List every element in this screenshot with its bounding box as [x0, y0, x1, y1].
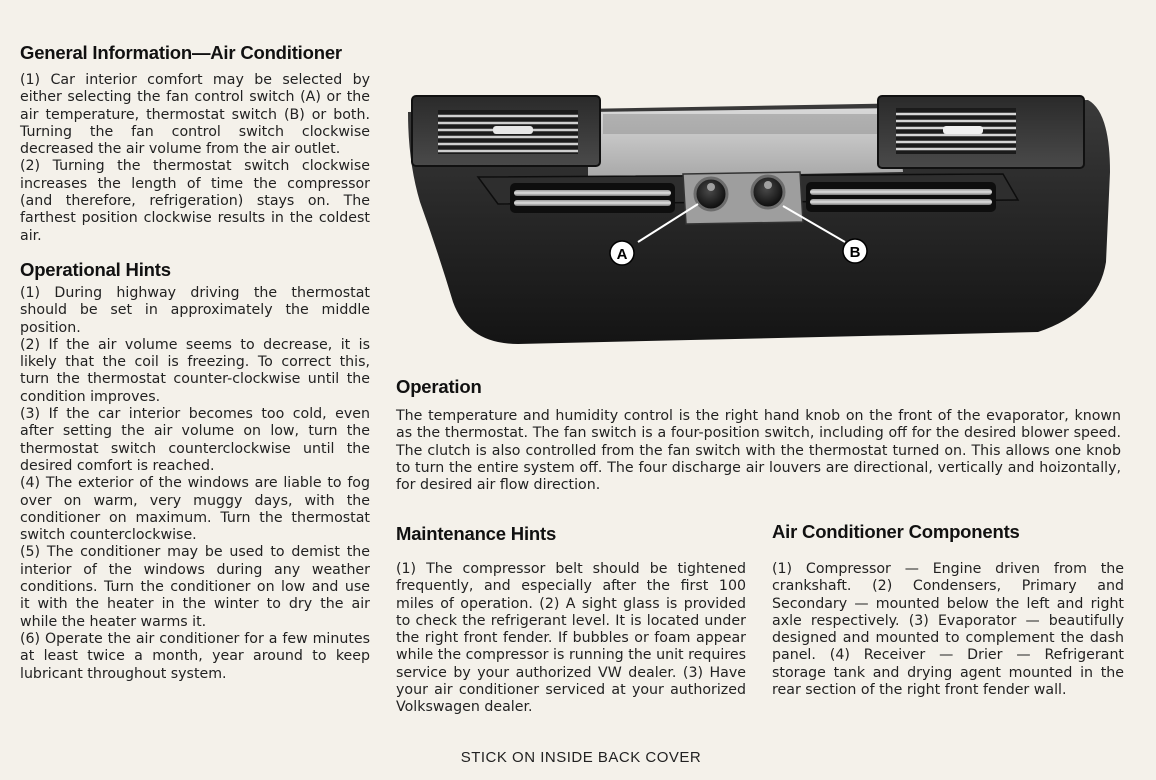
thermostat-knob [752, 176, 784, 208]
operational-hint-4: (4) The exterior of the windows are liable to fog over on warm, very muggy days, with the conditioner on maximum. Turn the thermostat switch counterclockwise. [20, 475, 370, 544]
callout-b [843, 239, 867, 263]
maintenance-heading: Maintenance Hints [396, 523, 557, 544]
left-lower-louver [510, 183, 675, 213]
general-paragraph-2: (2) Turning the thermostat switch clockwise increases the length of time the compressor (and therefore, refrigeration) stays on. The farthest position clockwise results in the coldest air. [20, 158, 370, 244]
general-information-body [20, 72, 370, 245]
operational-hint-5: (5) The conditioner may be used to demist the interior of the windows during any weather conditions. Turn the conditioner on low and use it with the heater in the winter to dry the air while the heater warms it. [20, 544, 370, 630]
operation-section [396, 376, 1121, 494]
operational-hint-2: (2) If the air volume seems to decrease, it is likely that the coil is freezing. To correct this, turn the thermostat counter-clockwise until the condition improves. [20, 336, 370, 405]
air-conditioner-photo [398, 82, 1138, 357]
components-body: (1) Compressor — Engine driven from the crankshaft. (2) Condensers, Primary and Secondary — mounted below the left and right axle respectively. (3) Evaporator — beautifully designed and mounted to complement the dash panel. (4) Receiver — Drier — Refrigerant storage tank and drying agent mounted in the rear section of the right front fender wall. [772, 561, 1124, 699]
operational-hints-heading: Operational Hints [20, 258, 171, 280]
operational-hint-3: (3) If the car interior becomes too cold, even after setting the air volume on low, turn the thermostat switch counterclockwise until the desired comfort is reached. [20, 406, 370, 474]
right-lower-louver [806, 182, 996, 212]
right-top-vent-louvers [896, 108, 1016, 154]
left-column [20, 42, 370, 683]
left-top-vent-louvers [438, 110, 578, 154]
components-section [772, 521, 1124, 699]
callout-a [610, 241, 634, 265]
air-conditioner-unit-illustration [398, 82, 1138, 357]
footer-instruction [0, 749, 1156, 766]
operational-hint-1: (1) During highway driving the thermostat should be set in approximately the middle position. [20, 284, 370, 336]
general-information-heading: General Information—Air Conditioner [20, 42, 342, 63]
footer-text: STICK ON INSIDE BACK COVER [460, 749, 702, 766]
callout-a-label: A [616, 246, 628, 263]
fan-switch-knob [695, 178, 727, 210]
maintenance-section [396, 523, 746, 717]
maintenance-body: (1) The compressor belt should be tightened frequently, and especially after the first 100 miles of operation. (2) A sight glass is provided to check the refrigerant level. It is located under the right front fender. If bubbles or foam appear while the compressor is running the unit requires service by your authorized VW dealer. (3) Have your air conditioner serviced at your authorized Volkswagen dealer. [396, 561, 746, 716]
components-heading: Air Conditioner Components [772, 521, 1020, 542]
operational-hint-6: (6) Operate the air conditioner for a few minutes at least twice a month, year around to keep lubricant throughout system. [20, 630, 370, 682]
operational-hints-body [20, 285, 370, 683]
operation-heading: Operation [396, 376, 482, 397]
callout-b-label: B [849, 244, 861, 261]
general-paragraph-1: (1) Car interior comfort may be selected by either selecting the fan control switch (A) or the air temperature, thermostat switch (B) or both. Turning the fan control switch clockwise decreased the air volume from the air outlet. [20, 72, 370, 158]
operation-body: The temperature and humidity control is the right hand knob on the front of the evaporator, known as the thermostat. The fan switch is a four-position switch, including off for the desired blower speed. The clutch is also controlled from the fan switch with the thermostat turned on. This allows one knob to turn the entire system off. The four discharge air louvers are directional, vertically and hoizontally, for desired air flow direction. [396, 408, 1121, 494]
